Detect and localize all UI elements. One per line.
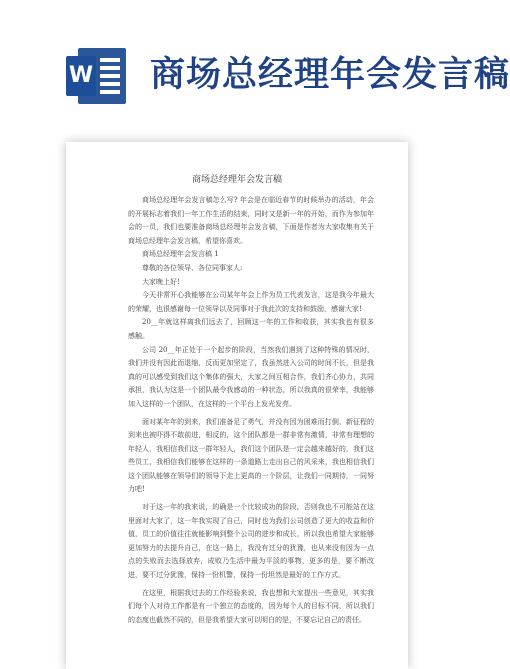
document-title: 商场总经理年会发言稿 — [191, 175, 282, 185]
intro-paragraph: 商场总经理年会发言稿怎么写? 年会是在临近春节的时候举办的活动，年会的开展标志着我们一年工作生活的结束，同时又是新一年的开始，而作为参加年会的一员，我们也要准备商场总经理年会发言稿，下面是作者为大家收集有关于商场总经理年会发言稿，希望你喜欢。 — [128, 196, 374, 245]
body-paragraph: 面对某年年的到来，我们准备足了勇气，并没有因为困难而打倒，新征程的到来也被吓得不敢前进，相反的，这个团队都是一群非常有激情，非常有理想的年轻人，我相信我们这一群年轻人，我们这个团队是一定会越来越好的，我们这些员工，我相信我们能够在这样的一条道路上走出自己的风采来，我也相信我们这个团队能够在领导们的领导下走上更高的一个阶层，让我们一同期待，一同努力吧! — [128, 417, 374, 494]
body-paragraph: 20__年就这样离我们远去了，回顾这一年的工作和收获，其实我也有很多感触。 — [128, 318, 374, 340]
greeting: 大家晚上好! — [142, 277, 180, 286]
document-page — [66, 142, 408, 669]
word-letter-badge: W — [66, 56, 96, 96]
banner — [0, 0, 510, 150]
body-paragraph: 对于这一年的我来说，的确是一个比较成功的阶段，否则我也不可能站在这里面对大家了，这一年我实现了自己，同时也为我们公司创造了更大的收益和价值，员工的价值往往就能影响到整个公司的进步和成长，所以我也希望大家能够更加努力的去提升自己，在这一路上，我没有过分的犹豫，也从来没有因为一点点的失败而去选择放弃，成败乃生活中最为平淡的事物，更多的是，要不断改进，要不过分犹豫，保持一份机警，保持一份坦然是最好的工作方式。 — [128, 503, 374, 580]
body-paragraph: 公司 20__年正处于一个起步的阶段，当然我们遇到了这种特殊的情况时，我们并没有因此而退缩，反而更加坚定了，我虽然进入公司的时间不长，但是我真的可以感受到我们这个集体的强大，大家之间互相合作，我们齐心协力，共同承担，我认为这是一个团队最令我感动的一种状态，所以我真的很荣幸，我能够加入这样的一个团队，在这样的一个平台上发光发亮。 — [128, 345, 374, 408]
banner-title: 商场总经理年会发言稿 — [150, 55, 510, 95]
body-paragraph: 在这里，根据我过去的工作经验来说，我也想和大家提出一些意见，其实我们每个人对待工作都是有一个独立的态度的，因为每个人的目标不同，所以我们的态度也截然不同的，但是我希望大家可以明白的是，不要忘记自己的责任。 — [128, 588, 374, 624]
body-paragraph: 今天非常开心我能够在公司某年年会上作为员工代表发言，这是我今年最大的荣耀，也很感谢每一位领导以及同事对于我此次的支持和鼓励，感谢大家! — [128, 291, 374, 313]
word-document-icon — [66, 44, 130, 108]
section-heading: 商场总经理年会发言稿 1 — [142, 250, 219, 259]
document-body — [128, 194, 374, 627]
salutation: 尊敬的各位领导、各位同事家人: — [142, 263, 243, 272]
